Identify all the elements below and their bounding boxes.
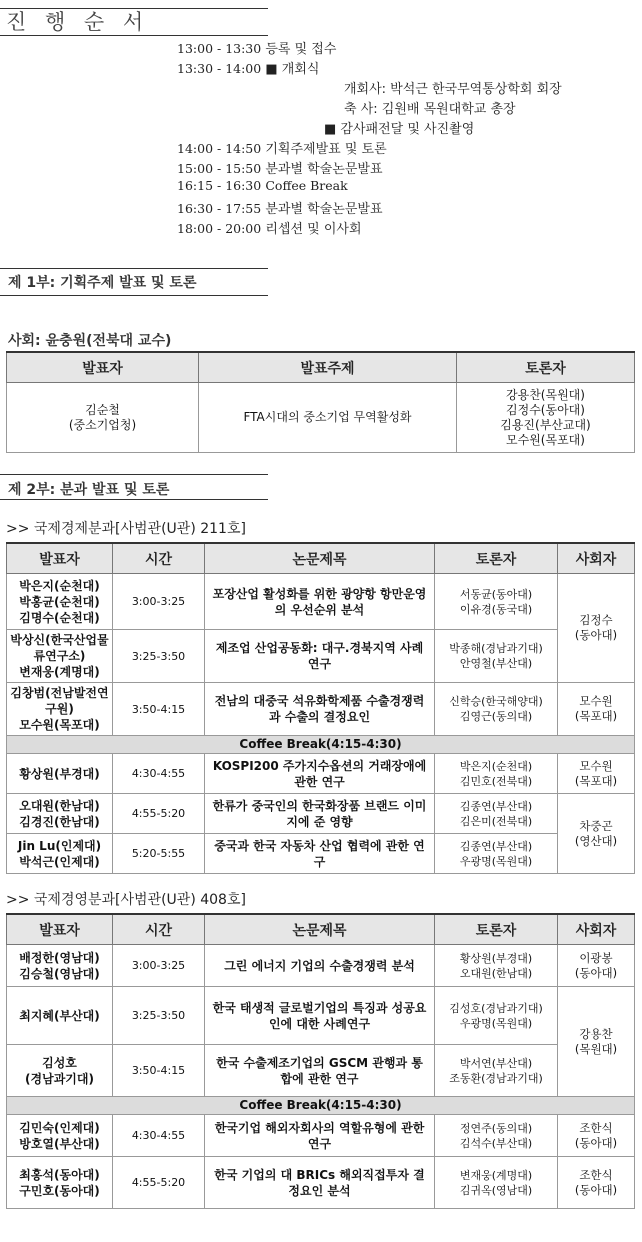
col-header-topic: 발표주제: [199, 352, 457, 383]
schedule-subitem: ■ 감사패전달 및 사진촬영: [324, 122, 475, 137]
part1-table: [6, 351, 635, 453]
section2-title: >> 국제경영분과[사범관(U관) 408호]: [6, 892, 246, 908]
table-row: 최홍석(동아대) 구민호(동아대) 4:55-5:20 한국 기업의 대 BRICs 해외직접투자 결정요인 분석 변재웅(계명대) 김귀옥(영남대) 조한식 (동아대): [7, 1157, 635, 1209]
coffee-break-row: Coffee Break(4:15-4:30): [7, 1097, 635, 1115]
schedule-item: 13:00 - 13:30 등록 및 접수: [177, 41, 337, 57]
schedule-subitem: 축 사: 김원배 목원대학교 총장: [344, 102, 516, 117]
col-header-presenter: 발표자: [7, 543, 113, 574]
page-title: 진 행 순 서: [6, 10, 150, 34]
part1-rule-bottom: [0, 295, 268, 296]
col-header-discussant: 토론자: [435, 543, 558, 574]
table-row: 황상원(부경대) 4:30-4:55 KOSPI200 주가지수옵션의 거래장애에 관한 연구 박은지(순천대) 김민호(전북대) 모수원 (목포대): [7, 754, 635, 794]
schedule-item: 15:00 - 15:50 분과별 학술논문발표: [177, 161, 383, 177]
table-row: 배정한(영남대) 김승철(영남대) 3:00-3:25 그린 에너지 기업의 수출경쟁력 분석 황상원(부경대) 오대원(한남대) 이광봉 (동아대): [7, 945, 635, 987]
col-header-paper-title: 논문제목: [205, 914, 435, 945]
table-row: 최지혜(부산대) 3:25-3:50 한국 태생적 글로벌기업의 특징과 성공요인에 대한 사례연구 김성호(경남과기대) 우광명(목원대) 강용찬 (목원대): [7, 987, 635, 1045]
section1-title: >> 국제경제분과[사범관(U관) 211호]: [6, 521, 246, 537]
table-row: 박은지(순천대) 박홍균(순천대) 김명수(순천대) 3:00-3:25 포장산업 활성화를 위한 광양항 항만운영의 우선순위 분석 서동균(동아대) 이유경(동국대) 김정수 (동아대): [7, 574, 635, 630]
part1-presenter: 김순철 (중소기업청): [7, 383, 199, 453]
col-header-paper-title: 논문제목: [205, 543, 435, 574]
col-header-moderator: 사회자: [558, 543, 635, 574]
table-row: 김민숙(인제대) 방호열(부산대) 4:30-4:55 한국기업 해외자회사의 역할유형에 관한 연구 정연주(동의대) 김석수(부산대) 조한식 (동아대): [7, 1115, 635, 1157]
title-bottom-rule: [0, 35, 268, 36]
schedule-item: 14:00 - 14:50 기획주제발표 및 토론: [177, 141, 387, 157]
col-header-moderator: 사회자: [558, 914, 635, 945]
part1-heading: 제 1부: 기획주제 발표 및 토론: [8, 275, 197, 291]
part1-rule-top: [0, 268, 268, 269]
table-row: 박상신(한국산업물류연구소) 변재웅(계명대) 3:25-3:50 제조업 산업공동화: 대구.경북지역 사례연구 박종해(경남과기대) 안영철(부산대): [7, 630, 635, 683]
part2-rule-top: [0, 474, 268, 475]
part2-rule-bottom: [0, 499, 268, 500]
title-top-rule: [0, 8, 268, 9]
part2-heading: 제 2부: 분과 발표 및 토론: [8, 482, 170, 498]
col-header-discussant: 토론자: [457, 352, 635, 383]
schedule-item: 16:15 - 16:30 Coffee Break: [177, 178, 348, 193]
col-header-discussant: 토론자: [435, 914, 558, 945]
schedule-item: 18:00 - 20:00 리셉션 및 이사회: [177, 221, 362, 237]
table-row: Jin Lu(인제대) 박석근(인제대) 5:20-5:55 중국과 한국 자동차 산업 협력에 관한 연구 김종연(부산대) 우광명(목원대): [7, 834, 635, 874]
section1-table: [6, 542, 635, 874]
table-row: 김성호 (경남과기대) 3:50-4:15 한국 수출제조기업의 GSCM 관행과 통합에 관한 연구 박서연(부산대) 조동환(경남과기대): [7, 1045, 635, 1097]
schedule-subitem: 개회사: 박석근 한국무역통상학회 회장: [344, 82, 562, 97]
col-header-time: 시간: [113, 914, 205, 945]
coffee-break-row: Coffee Break(4:15-4:30): [7, 736, 635, 754]
schedule-item: 13:30 - 14:00 ■ 개회식: [177, 61, 320, 77]
part1-topic: FTA시대의 중소기업 무역활성화: [199, 383, 457, 453]
part1-moderator: 사회: 윤충원(전북대 교수): [8, 333, 172, 349]
table-row: 오대원(한남대) 김경진(한남대) 4:55-5:20 한류가 중국인의 한국화장품 브랜드 이미지에 준 영향 김종연(부산대) 김은미(전북대) 차중곤 (영산대): [7, 794, 635, 834]
part1-discussants: 강용찬(목원대) 김정수(동아대) 김용진(부산교대) 모수원(목포대): [457, 383, 635, 453]
schedule-item: 16:30 - 17:55 분과별 학술논문발표: [177, 201, 383, 217]
col-header-time: 시간: [113, 543, 205, 574]
section2-table: [6, 913, 635, 1209]
col-header-presenter: 발표자: [7, 914, 113, 945]
col-header-presenter: 발표자: [7, 352, 199, 383]
table-row: 김창범(전남발전연구원) 모수원(목포대) 3:50-4:15 전남의 대중국 석유화학제품 수출경쟁력과 수출의 결정요인 신학승(한국해양대) 김영근(동의대) 모수원 (목포대): [7, 683, 635, 736]
